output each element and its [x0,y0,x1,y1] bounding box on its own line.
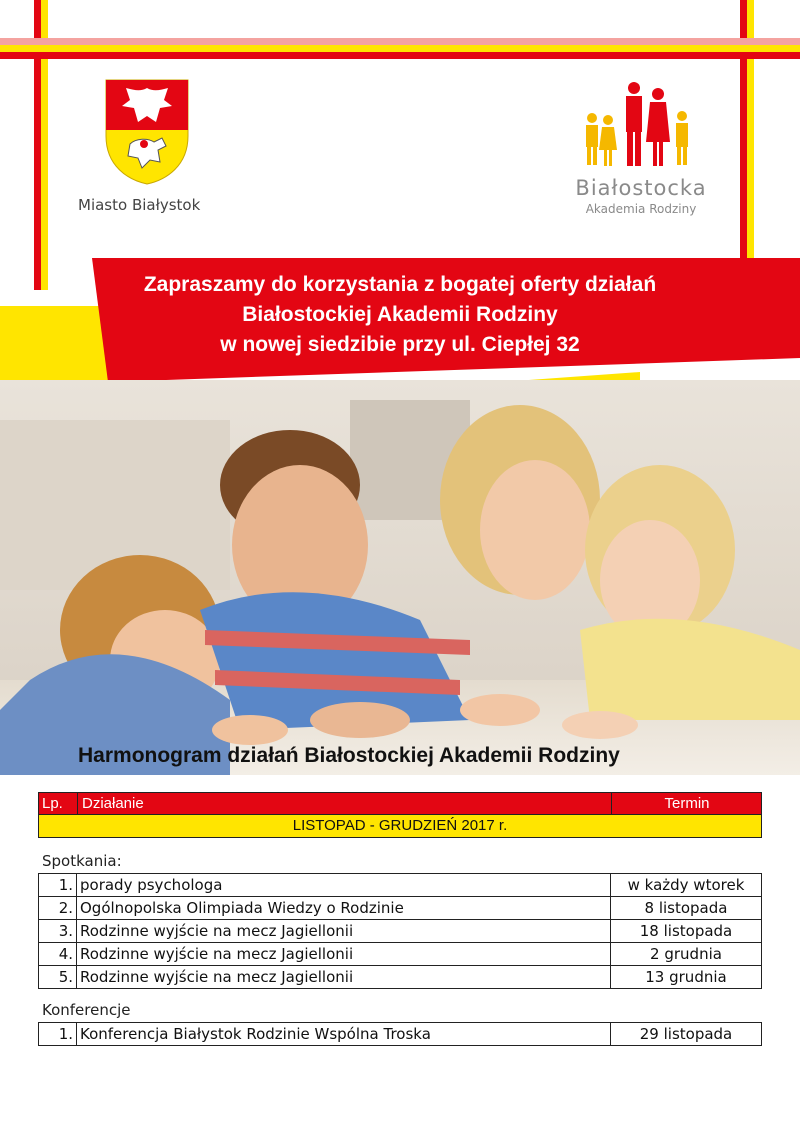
row-number: 2. [39,897,77,920]
row-number: 3. [39,920,77,943]
table-row [39,897,762,920]
section-label-meetings: Spotkania: [42,852,122,870]
conferences-table [38,1022,762,1046]
row-activity: Rodzinne wyjście na mecz Jagiellonii [77,943,611,966]
schedule-title: Harmonogram działań Białostockiej Akademii Rodziny [78,744,620,767]
academy-name: Białostocka [575,176,707,200]
bialystok-coat-of-arms-icon [104,78,190,186]
row-date: 18 listopada [611,920,762,943]
row-number: 4. [39,943,77,966]
table-row [39,966,762,989]
row-activity: porady psychologa [77,874,611,897]
table-row [39,943,762,966]
row-number: 1. [39,1023,77,1046]
column-activity: Działanie [77,793,144,814]
row-date: 2 grudnia [611,943,762,966]
city-name: Miasto Białystok [78,196,201,214]
yellow-horizontal-stripe [0,45,800,52]
red-horizontal-stripe [0,52,800,59]
period-row: LISTOPAD - GRUDZIEŃ 2017 r. [38,815,762,838]
table-row [39,920,762,943]
table-row [39,1023,762,1046]
banner-message [60,270,740,360]
row-number: 1. [39,874,77,897]
row-date: 29 listopada [611,1023,762,1046]
meetings-table [38,873,762,989]
row-activity: Konferencja Białystok Rodzinie Wspólna Troska [77,1023,611,1046]
family-photo [0,380,800,775]
family-figures-logo-icon [578,78,698,178]
row-activity: Ogólnopolska Olimpiada Wiedzy o Rodzinie [77,897,611,920]
academy-subtitle: Akademia Rodziny [585,202,697,216]
row-activity: Rodzinne wyjście na mecz Jagiellonii [77,966,611,989]
table-row [39,874,762,897]
column-date: Termin [611,793,762,814]
row-activity: Rodzinne wyjście na mecz Jagiellonii [77,920,611,943]
banner-line-1: Zapraszamy do korzystania z bogatej oferty działań [143,273,657,296]
pink-horizontal-stripe [0,38,800,45]
row-number: 5. [39,966,77,989]
banner-line-3: w nowej siedzibie przy ul. Ciepłej 32 [220,333,580,356]
row-date: 13 grudnia [611,966,762,989]
section-label-conferences: Konferencje [42,1001,131,1019]
row-date: w każdy wtorek [611,874,762,897]
column-lp: Lp. [42,795,63,812]
row-date: 8 listopada [611,897,762,920]
banner-line-2: Białostockiej Akademii Rodziny [242,303,558,326]
schedule-header-row [38,792,762,815]
